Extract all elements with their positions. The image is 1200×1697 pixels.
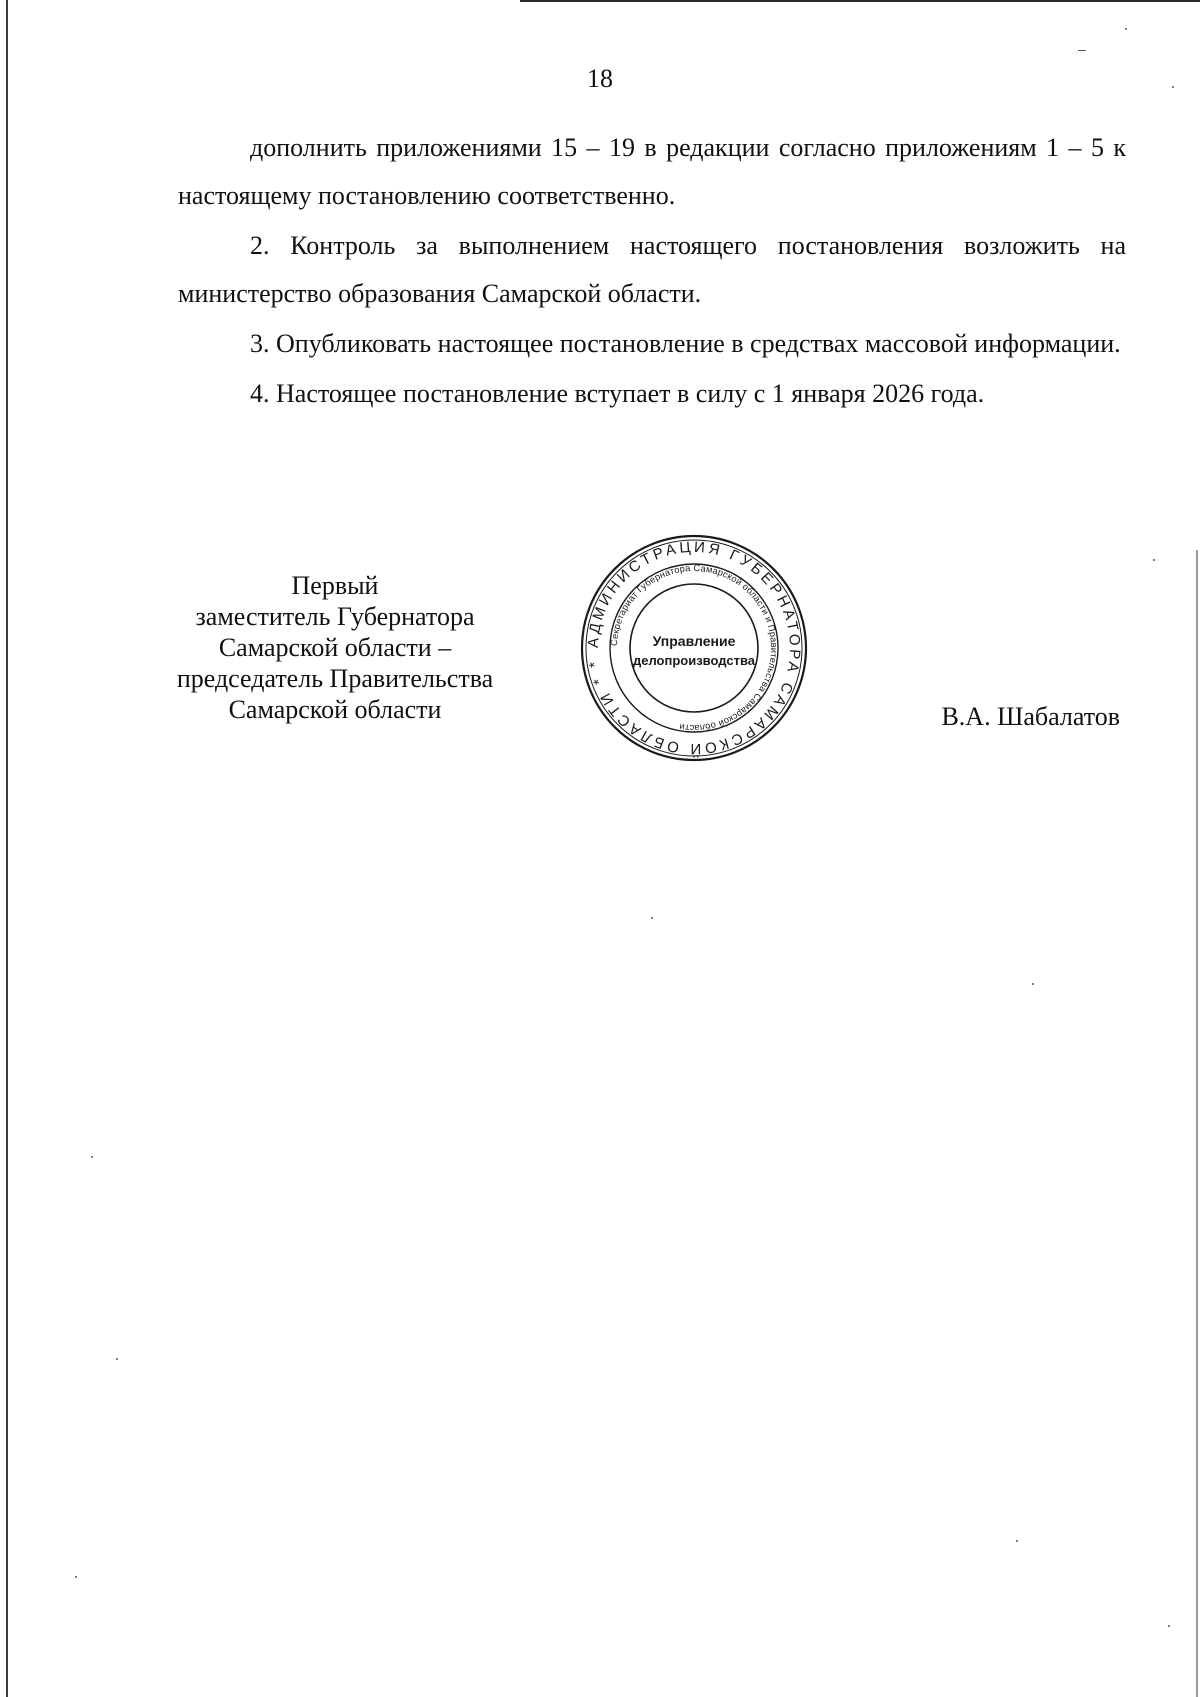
scan-speck [1172,86,1174,88]
stamp-center-line-2: делопроизводства [632,653,756,668]
scan-edge-right [1196,550,1198,1697]
paragraph-item-3: 3. Опубликовать настоящее постановление в средствах массовой информации. [250,329,1121,358]
stamp-outer-text: АДМИНИСТРАЦИЯ ГУБЕРНАТОРА САМАРСКОЙ ОБЛАСТИ * * [584,538,804,758]
scan-speck [1125,28,1127,30]
scan-speck [116,1358,118,1360]
paragraph-continuation: дополнить приложениями 15 – 19 в редакции согласно приложениям 1 – 5 к настоящему постановлению соответственно. [178,133,1126,210]
scan-speck [1168,1625,1170,1627]
scan-edge-top [520,0,1200,2]
signer-title-line: Самарской области [228,695,442,724]
scan-speck [651,917,653,919]
scan-speck [1032,983,1034,985]
signer-title-line: Первый [291,571,379,600]
signer-title [150,570,520,725]
document-body [178,124,1126,418]
scan-speck [91,1156,93,1158]
scan-speck [1078,50,1086,51]
paragraph-item-4: 4. Настоящее постановление вступает в силу с 1 января 2026 года. [250,379,985,408]
stamp-inner-text: Секретариат Губернатора Самарской области и Правительства Самарской области [608,562,780,734]
stamp-center-line-1: Управление [652,633,736,649]
scan-speck [1016,1540,1018,1542]
signer-title-line: председатель Правительства [176,664,494,693]
official-seal-stamp [578,532,810,764]
paragraph-item-2: 2. Контроль за выполнением настоящего постановления возложить на министерство образования Самарской области. [178,231,1126,308]
signer-title-line: заместитель Губернатора [195,602,475,631]
page-number: 18 [587,64,613,93]
scan-speck [75,1576,77,1578]
signer-title-line: Самарской области – [218,633,452,662]
signer-name: В.А. Шабалатов [941,702,1120,731]
scan-speck [1153,559,1155,561]
scan-edge-left [6,0,8,1697]
